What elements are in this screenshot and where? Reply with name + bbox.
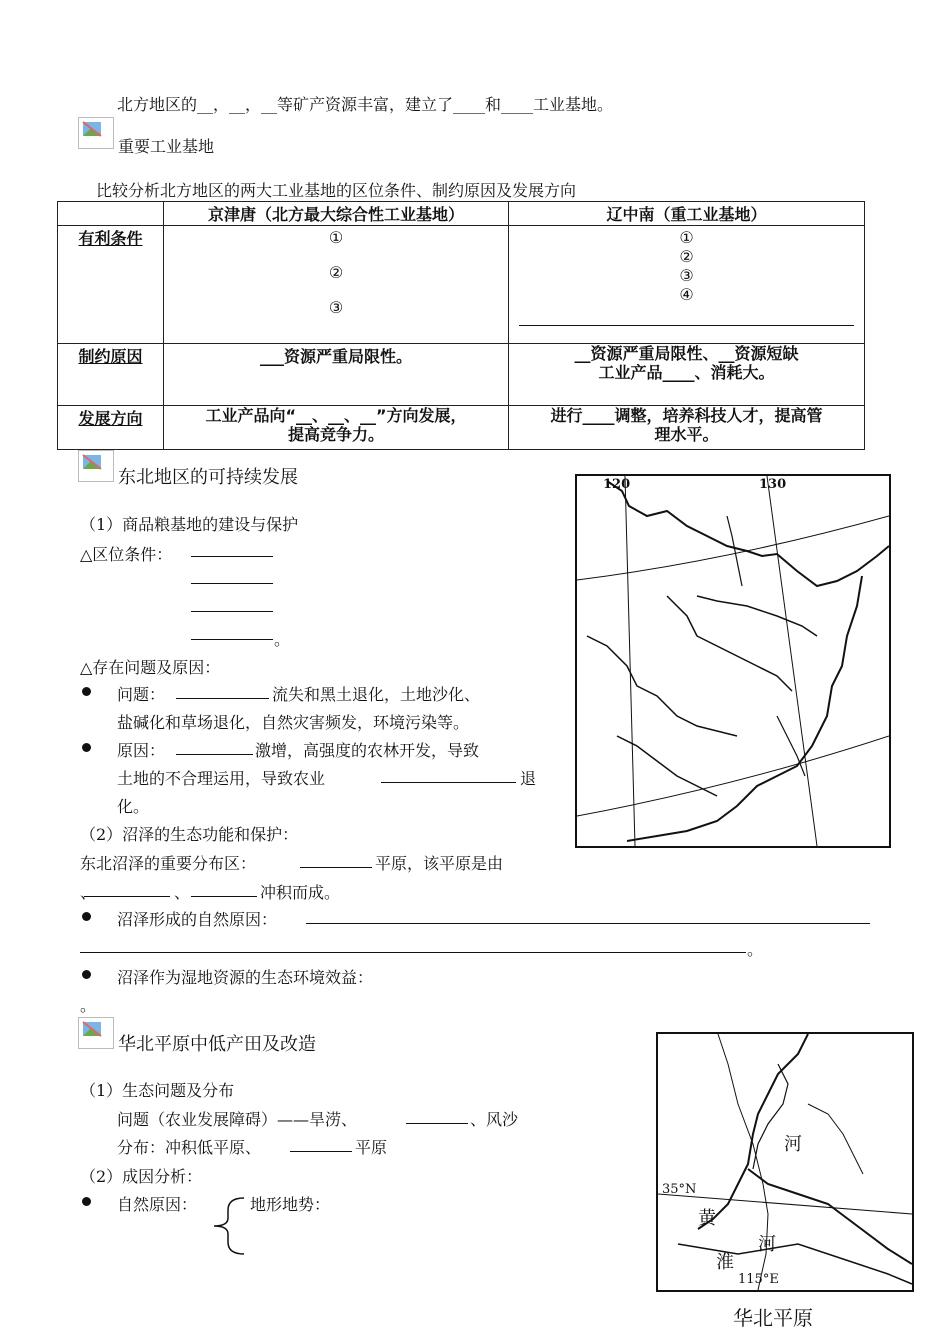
cause-text1: 激增，高强度的农林开发，导致 xyxy=(255,741,480,760)
jjt-dev-2: 提高竞争力。 xyxy=(287,425,384,444)
northeast-map-svg xyxy=(577,476,889,846)
lzn-adv-2: ② xyxy=(679,247,694,266)
jjt-adv-2: ② xyxy=(328,263,344,282)
marsh-benefit: 沼泽作为湿地资源的生态环境效益： xyxy=(117,968,374,987)
blank-line xyxy=(191,639,273,640)
marsh-text2: 平原，该平原是由 xyxy=(375,854,504,873)
blank-line xyxy=(191,556,273,557)
section2-sub2: （2）沼泽的生态功能和保护： xyxy=(80,825,299,844)
section3-title: 华北平原中低产田及改造 xyxy=(118,1034,316,1055)
compare-caption: 比较分析北方地区的两大工业基地的区位条件、制约原因及发展方向 xyxy=(96,181,577,200)
row-limit-text: 制约原因 xyxy=(78,347,143,366)
lzn-dev-1: 进行____调整，培养科技人才，提高管 xyxy=(550,406,823,425)
problem-end: 、风沙 xyxy=(470,1110,519,1129)
broken-image-icon xyxy=(78,450,114,482)
lzn-dev-2: 理水平。 xyxy=(654,425,719,444)
problem-line: 问题（农业发展障碍）——旱涝、 xyxy=(117,1110,358,1129)
broken-image-icon xyxy=(78,1017,114,1049)
lzn-limit-2: 工业产品____、消耗大。 xyxy=(598,363,775,382)
blank-line xyxy=(300,867,372,868)
col-header-lzn: 辽中南（重工业基地） xyxy=(509,202,865,226)
label-115e: 115°E xyxy=(738,1272,779,1287)
marsh-text3: 、 xyxy=(80,883,97,902)
problem-label: 问题： xyxy=(117,685,166,704)
cause-label: 原因： xyxy=(117,741,166,760)
bullet xyxy=(82,687,91,696)
section1-title: 重要工业基地 xyxy=(118,137,215,156)
section2-sub1: （1）商品粮基地的建设与保护 xyxy=(80,515,299,534)
lzn-dev-cell xyxy=(509,406,865,450)
blank-line xyxy=(80,952,746,953)
cause-text2: 土地的不合理运用，导致农业 xyxy=(117,769,326,788)
northeast-map xyxy=(575,474,891,848)
label-huai: 淮 xyxy=(716,1252,734,1273)
jjt-adv-cell xyxy=(164,226,509,344)
lzn-adv-1: ① xyxy=(679,228,694,247)
brace-icon xyxy=(206,1196,246,1256)
marsh-end: 。 xyxy=(747,940,764,959)
dot: 。 xyxy=(80,996,97,1015)
section3-sub1: （1）生态问题及分布 xyxy=(80,1081,235,1100)
terrain-label: 地形地势： xyxy=(250,1195,331,1214)
blank-line xyxy=(191,896,257,897)
comparison-table xyxy=(57,201,865,450)
row-adv-text: 有利条件 xyxy=(78,229,143,248)
bullet xyxy=(82,912,91,921)
lzn-limit-1: __资源严重局限性、__资源短缺 xyxy=(574,344,799,363)
intro-sentence: 北方地区的__，__，__等矿产资源丰富，建立了____和____工业基地。 xyxy=(117,95,614,114)
jjt-limit-text: ___资源严重局限性。 xyxy=(259,347,412,366)
jjt-adv-1: ① xyxy=(328,228,344,247)
period: 。 xyxy=(274,630,291,649)
natural-label: 自然原因： xyxy=(117,1195,198,1214)
row-label-adv xyxy=(58,226,164,344)
problem-text1: 流失和黑土退化，土地沙化、 xyxy=(272,685,481,704)
col-header-jjt: 京津唐（北方最大综合性工业基地） xyxy=(164,202,509,226)
cause-text4: 化。 xyxy=(117,797,150,816)
marsh-cause: 沼泽形成的自然原因： xyxy=(117,910,278,929)
corner-cell xyxy=(58,202,164,226)
blank-line xyxy=(84,896,170,897)
north-china-plain-map xyxy=(656,1032,914,1292)
blank-line xyxy=(406,1123,468,1124)
cause-text3: 退 xyxy=(520,769,537,788)
lzn-adv-3: ③ xyxy=(679,266,694,285)
label-he2: 河 xyxy=(758,1234,776,1255)
jjt-adv-3: ③ xyxy=(328,298,344,317)
problem-text2: 盐碱化和草场退化，自然灾害频发，环境污染等。 xyxy=(117,713,470,732)
jjt-limit-cell xyxy=(164,344,509,406)
broken-image-icon xyxy=(78,117,114,149)
blank-line xyxy=(191,583,273,584)
distribution-end: 平原 xyxy=(355,1138,388,1157)
label-35n: 35°N xyxy=(662,1182,697,1197)
blank-line xyxy=(191,611,273,612)
blank-line xyxy=(306,923,870,924)
blank-line xyxy=(176,754,253,755)
lon-label-120: 120 xyxy=(603,477,631,492)
blank-line xyxy=(176,698,269,699)
jjt-dev-1: 工业产品向“__、__、__”方向发展， xyxy=(205,406,467,425)
bullet xyxy=(82,743,91,752)
lzn-adv-cell xyxy=(509,226,865,344)
distribution-line: 分布：冲积低平原、 xyxy=(117,1138,262,1157)
location-label: △区位条件： xyxy=(80,545,173,564)
lzn-adv-4: ④ xyxy=(679,285,694,304)
bullet xyxy=(82,1197,91,1206)
row-label-limit xyxy=(58,344,164,406)
ncp-map-caption: 华北平原 xyxy=(733,1306,813,1330)
blank-line xyxy=(381,782,516,783)
marsh-text5: 冲积而成。 xyxy=(260,883,341,902)
lzn-limit-cell xyxy=(509,344,865,406)
marsh-text4: 、 xyxy=(174,883,191,902)
bullet xyxy=(82,970,91,979)
row-dev-text: 发展方向 xyxy=(78,409,143,428)
lzn-adv-blank xyxy=(519,325,854,326)
label-huang: 黄 xyxy=(698,1208,716,1229)
blank-line xyxy=(290,1151,352,1152)
lon-label-130: 130 xyxy=(759,477,787,492)
ncp-map-svg xyxy=(658,1034,912,1290)
row-label-dev xyxy=(58,406,164,450)
jjt-dev-cell xyxy=(164,406,509,450)
marsh-text1: 东北沼泽的重要分布区： xyxy=(80,854,257,873)
section2-title: 东北地区的可持续发展 xyxy=(118,467,298,488)
problems-head: △存在问题及原因： xyxy=(80,658,221,677)
label-he: 河 xyxy=(784,1134,802,1155)
section3-sub2: （2）成因分析： xyxy=(80,1167,203,1186)
